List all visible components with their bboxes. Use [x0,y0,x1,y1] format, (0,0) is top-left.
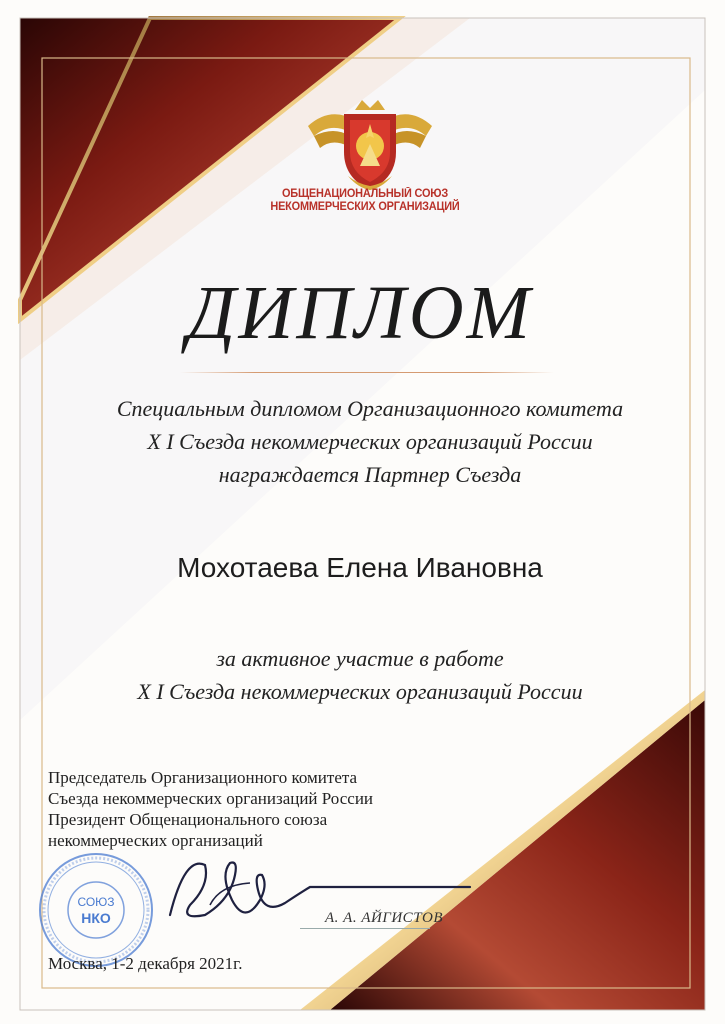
signatory-line4: некоммерческих организаций [48,831,263,850]
organization-name-line2: НЕКОММЕРЧЕСКИХ ОРГАНИЗАЦИЙ [270,201,460,213]
signatory-line2: Съезда некоммерческих организаций России [48,789,374,808]
title-divider [180,372,554,373]
organization-name [237,188,494,214]
intro-line2: X I Съезда некоммерческих организаций России [147,429,593,454]
reason-line1: за активное участие в работе [216,646,504,671]
stamp-text-top: СОЮЗ [77,895,115,909]
intro-line1: Специальным дипломом Организационного комитета [116,396,624,421]
organization-logo [300,96,440,196]
signatory-line3: Президент Общенационального союза [48,810,328,829]
recipient-name: Мохотаева Елена Ивановна [177,552,543,583]
organization-name-line1: ОБЩЕНАЦИОНАЛЬНЫЙ СОЮЗ [281,188,449,200]
signature-line [300,928,430,929]
signatory-title [48,767,468,851]
place-and-date: Москва, 1-2 декабря 2021г. [48,954,243,973]
signatory-line1: Председатель Организационного комитета [48,768,358,787]
reason-line2: X I Съезда некоммерческих организаций России [137,679,583,704]
stamp-text-bottom: НКО [81,910,111,926]
award-intro [50,392,690,491]
diploma-title: ДИПЛОМ [187,271,533,355]
intro-line3: награждается Партнер Съезда [218,462,522,487]
signatory-name: А. А. АЙГИСТОВ [325,910,444,926]
award-reason [60,642,660,708]
